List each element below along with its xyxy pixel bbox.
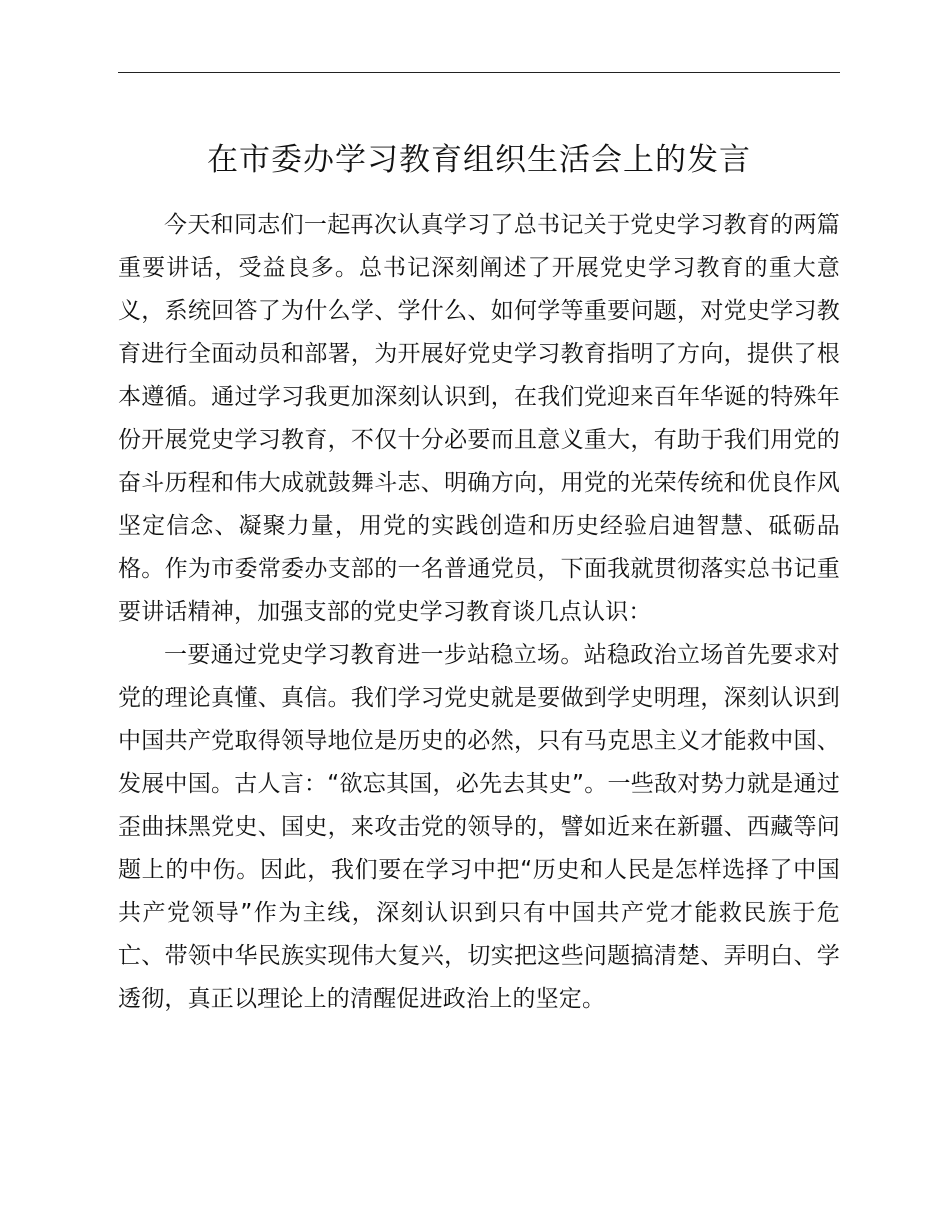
document-body [118, 204, 840, 1021]
paragraph-point-one: 一要通过党史学习教育进一步站稳立场。站稳政治立场首先要求对党的理论真懂、真信。我们学习党史就是要做到学史明理，深刻认识到中国共产党取得领导地位是历史的必然，只有马克思主义才能救中国、发展中国。古人言：“欲忘其国，必先去其史”。一些敌对势力就是通过歪曲抹黑党史、国史，来攻击党的领导的，譬如近来在新疆、西藏等问题上的中伤。因此，我们要在学习中把“历史和人民是怎样选择了中国共产党领导”作为主线，深刻认识到只有中国共产党才能救民族于危亡、带领中华民族实现伟大复兴，切实把这些问题搞清楚、弄明白、学透彻，真正以理论上的清醒促进政治上的坚定。 [118, 642, 840, 1012]
paragraph-intro: 今天和同志们一起再次认真学习了总书记关于党史学习教育的两篇重要讲话，受益良多。总书记深刻阐述了开展党史学习教育的重大意义，系统回答了为什么学、学什么、如何学等重要问题，对党史学习教育进行全面动员和部署，为开展好党史学习教育指明了方向，提供了根本遵循。通过学习我更加深刻认识到，在我们党迎来百年华诞的特殊年份开展党史学习教育，不仅十分必要而且意义重大，有助于我们用党的奋斗历程和伟大成就鼓舞斗志、明确方向，用党的光荣传统和优良作风坚定信念、凝聚力量，用党的实践创造和历史经验启迪智慧、砥砺品格。作为市委常委办支部的一名普通党员，下面我就贯彻落实总书记重要讲话精神，加强支部的党史学习教育谈几点认识： [118, 212, 840, 625]
document-title: 在市委办学习教育组织生活会上的发言 [207, 142, 751, 178]
header-rule [118, 72, 840, 73]
